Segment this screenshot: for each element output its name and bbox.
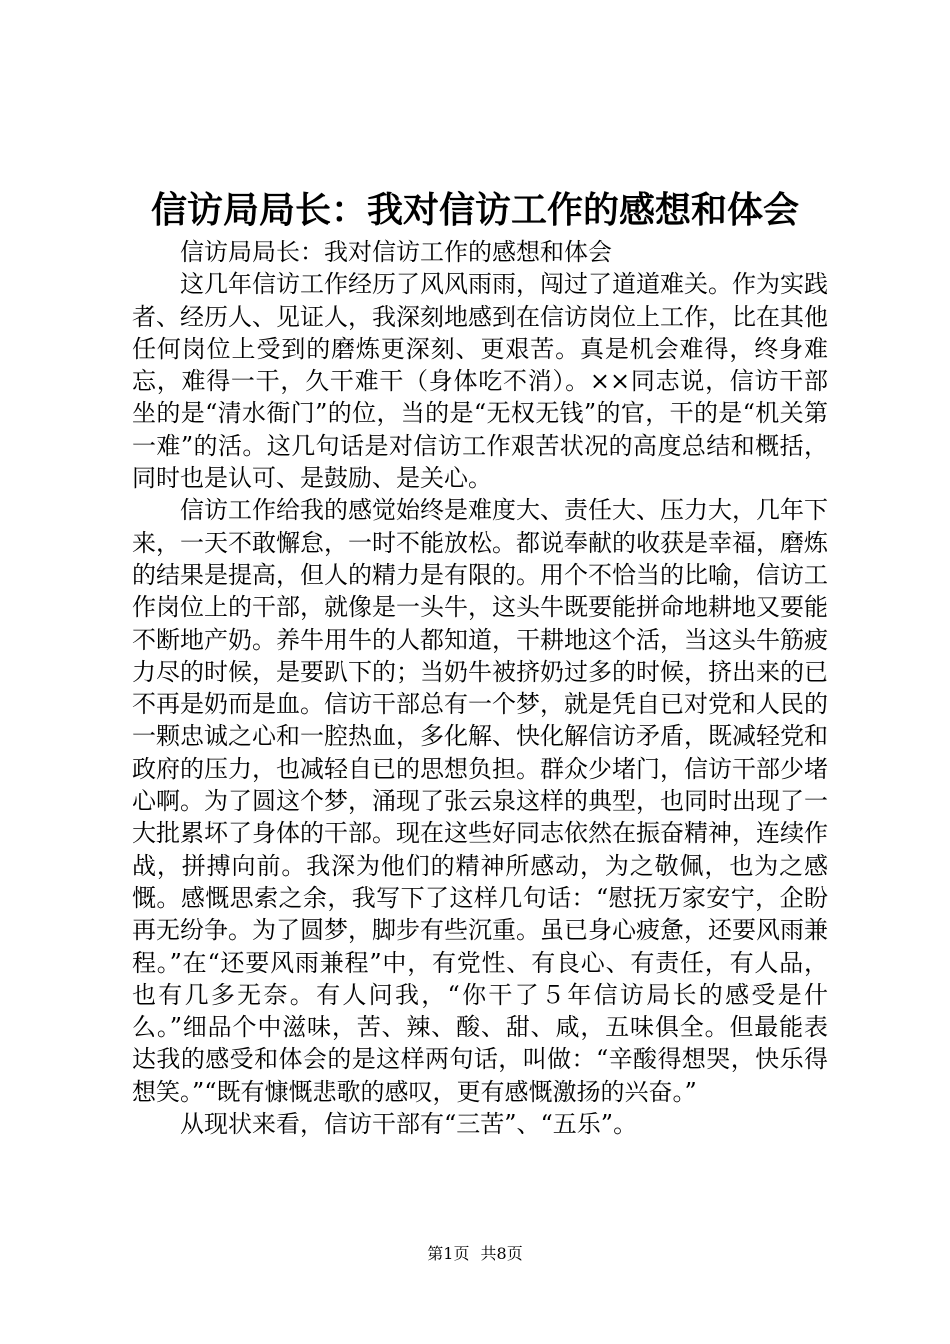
paragraph-subtitle: 信访局局长：我对信访工作的感想和体会 — [180, 238, 612, 266]
document-title: 信访局局长：我对信访工作的感想和体会 — [150, 189, 799, 231]
page-footer — [0, 1244, 950, 1264]
page-number: 第1页 — [427, 1244, 470, 1263]
paragraph-1: 这几年信访工作经历了风风雨雨，闯过了道道难关。作为实践者、经历人、见证人，我深刻地感到在信访岗位上工作，比在其他任何岗位上受到的磨炼更深刻、更艰苦。真是机会难得，终身难忘，难得一干，久干难干（身体吃不消）。××同志说，信访干部坐的是“清水衙门”的位，当的是“无权无钱”的官，干的是“机关第一难”的活。这几句话是对信访工作艰苦状况的高度总结和概括，同时也是认可、是鼓励、是关心。 — [132, 270, 828, 493]
paragraph-3: 从现状来看，信访干部有“三苦”、“五乐”。 — [180, 1110, 638, 1139]
paragraph-2: 信访工作给我的感觉始终是难度大、责任大、压力大，几年下来，一天不敢懈怠，一时不能放松。都说奉献的收获是幸福，磨炼的结果是提高，但人的精力是有限的。用个不恰当的比喻，信访工作岗位上的干部，就像是一头牛，这头牛既要能拼命地耕地又要能不断地产奶。养牛用牛的人都知道，干耕地这个活，当这头牛筋疲力尽的时候，是要趴下的；当奶牛被挤奶过多的时候，挤出来的已不再是奶而是血。信访干部总有一个梦，就是凭自已对党和人民的一颗忠诚之心和一腔热血，多化解、快化解信访矛盾，既减轻党和政府的压力，也减轻自已的思想负担。群众少堵门，信访干部少堵心啊。为了圆这个梦，涌现了张云泉这样的典型，也同时出现了一大批累坏了身体的干部。现在这些好同志依然在振奋精神，连续作战，拼搏向前。我深为他们的精神所感动，为之敬佩，也为之感慨。感慨思索之余，我写下了这样几句话：“慰抚万家安宁，企盼再无纷争。为了圆梦，脚步有些沉重。虽已身心疲惫，还要风雨兼程。”在“还要风雨兼程”中，有党性、有良心、有责任，有人品，也有几多无奈。有人问我，“你干了５年信访局长的感受是什么。”细品个中滋味，苦、辣、酸、甜、咸，五味俱全。但最能表达我的感受和体会的是这样两句话，叫做：“辛酸得想哭，快乐得想笑。”“既有慷慨悲歌的感叹，更有感慨激扬的兴奋。” — [132, 496, 828, 1106]
document-body — [132, 236, 828, 1140]
page-total: 共8页 — [480, 1244, 523, 1263]
